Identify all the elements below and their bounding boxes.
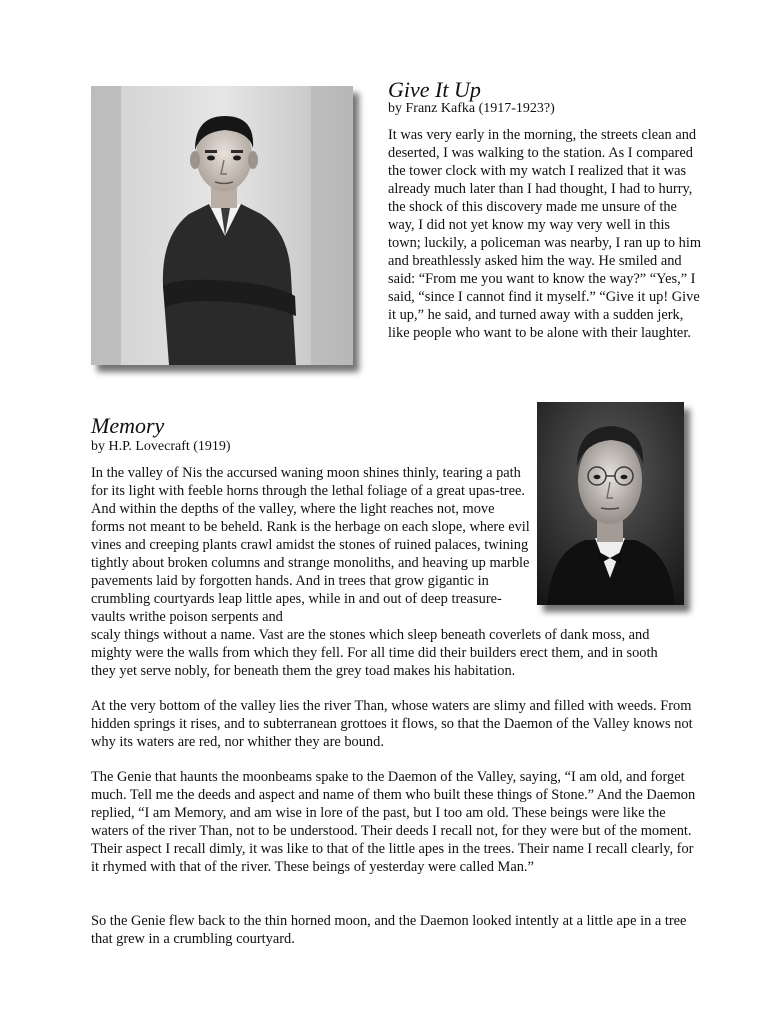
memory-paragraph-3: The Genie that haunts the moonbeams spake to the Daemon of the Valley, saying, “I am old, and forget much. Tell me the deeds and aspect and name of them who built these things of Stone.” And the Daemon replied, “I am Memory, and am wise in lore of the past, but I too am old. These beings were like the waters of the river Than, not to be understood. Their deeds I recall not, for they were but of the moment. Their aspect I recall dimly, it was like to that of the little apes in the trees. Their name I recall clearly, for it rhymed with that of the river. These beings of yesterday were called Man.” <box>91 769 696 875</box>
lovecraft-portrait-photo <box>537 402 684 605</box>
kafka-portrait-photo <box>91 86 353 365</box>
memory-paragraph-2: At the very bottom of the valley lies the river Than, whose waters are slimy and filled with weeds. From hidden springs it rises, and to subterranean grottoes it flows, so that the Daemon of the Valley knows not why its waters are red, nor whither they are bound. <box>91 698 693 750</box>
memory-paragraph-1-part-a: In the valley of Nis the accursed waning moon shines thinly, tearing a path for its light with feeble horns through the lethal foliage of a great upas-tree. And within the depths of the valley, where the light reaches not, move forms not meant to be beheld. Rank is the herbage on each slope, where evil vines and creeping plants crawl amidst the stones of ruined palaces, twining tightly about broken columns and strange monoliths, and heaving up marble pavements laid by forgotten hands. And in trees that grow gigantic in crumbling courtyards leap little apes, while in and out of deep treasure-vaults writhe poison serpents and <box>91 465 530 625</box>
memory-paragraph-1-part-b: scaly things without a name. Vast are the stones which sleep beneath coverlets of dank moss, and mighty were the walls from which they fell. For all time did their builders erect them, and in sooth they yet serve nobly, for beneath them the grey toad makes his habitation. <box>91 627 658 679</box>
story-byline-lovecraft: by H.P. Lovecraft (1919) <box>91 439 231 454</box>
story-title-memory: Memory <box>91 413 165 438</box>
story-body-give-it-up: It was very early in the morning, the streets clean and deserted, I was walking to the station. As I compared the tower clock with my watch I realized that it was already much later than I had thought, I had to hurry, the shock of this discovery made me unsure of the way, I did not yet know my way very well in this town; luckily, a policeman was nearby, I ran up to him and breathlessly asked him the way. He smiled and said: “From me you want to know the way?” “Yes,” I said, “since I cannot find it myself.” “Give it up! Give it up,” he said, and turned away with a sudden jerk, like people who want to be alone with their laughter. <box>388 127 702 341</box>
story-byline-kafka: by Franz Kafka (1917-1923?) <box>388 101 555 116</box>
story-title-give-it-up: Give It Up <box>388 77 481 102</box>
memory-paragraph-4: So the Genie flew back to the thin horned moon, and the Daemon looked intently at a little ape in a tree that grew in a crumbling courtyard. <box>91 913 687 947</box>
